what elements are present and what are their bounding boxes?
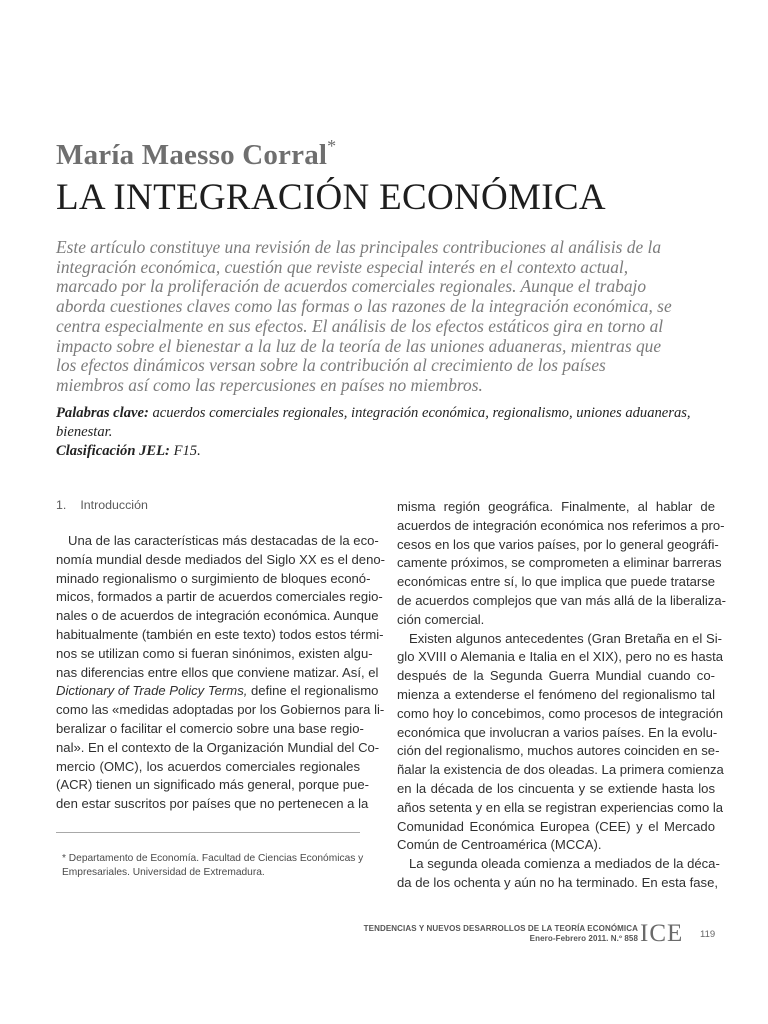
abstract-line: aborda cuestiones claves como las formas o las razones de la integración económica, se xyxy=(56,296,672,317)
body-line: da de los ochenta y aún no ha terminado. En esta fase, xyxy=(397,874,719,890)
article-title: LA INTEGRACIÓN ECONÓMICA xyxy=(56,177,606,218)
body-line: mercio (OMC), los acuerdos comerciales regionales xyxy=(56,758,360,774)
body-line: (ACR) tienen un significado más general, porque pue- xyxy=(56,777,369,793)
abstract-line: integración económica, cuestión que reviste especial interés en el contexto actual, xyxy=(56,256,629,277)
section-title: Introducción xyxy=(80,498,148,512)
page-number: 119 xyxy=(700,929,716,940)
footnote-line: Empresariales. Universidad de Extremadura. xyxy=(62,867,265,878)
journal-footer xyxy=(364,924,638,944)
keywords-text: acuerdos comerciales regionales, integración económica, regionalismo, uniones aduaneras, xyxy=(148,405,691,421)
body-line: Dictionary of Trade Policy Terms, define el regionalismo xyxy=(56,683,379,699)
body-line: ción del regionalismo, muchos autores coinciden en se- xyxy=(397,743,720,759)
body-line: nos se utilizan como si fueran sinónimos, existen algu- xyxy=(56,645,373,661)
keywords-text-cont: bienestar. xyxy=(56,423,113,440)
abstract-line: Este artículo constituye una revisión de las principales contribuciones al análisis de la xyxy=(56,237,662,257)
abstract-line: los efectos dinámicos versan sobre la contribución al crecimiento de los países xyxy=(56,355,606,376)
footnote-divider xyxy=(56,832,360,833)
keywords-label: Palabras clave: xyxy=(56,405,149,421)
body-line: ñalar la existencia de dos oleadas. La primera comienza xyxy=(397,762,724,778)
section-number: 1. xyxy=(56,498,67,512)
body-line: como las «medidas adoptadas por los Gobiernos para li- xyxy=(56,702,385,718)
body-line: años setenta y en ella se registran experiencias como la xyxy=(397,799,724,815)
author-name: María Maesso Corral* xyxy=(56,136,337,171)
body-line: nas diferencias entre ellos que conviene matizar. Así, el xyxy=(56,664,379,680)
right-column xyxy=(397,498,726,893)
body-line: misma región geográfica. Finalmente, al hablar de xyxy=(397,499,715,514)
body-line: económica que involucran a varios países. En la evolu- xyxy=(397,724,718,740)
journal-issue: Enero-Febrero 2011. N.º 858 xyxy=(529,934,638,943)
body-line: después de la Segunda Guerra Mundial cuando co- xyxy=(397,668,715,684)
footnote-line: * Departamento de Economía. Facultad de Ciencias Económicas y xyxy=(62,853,364,864)
dictionary-title: Dictionary of Trade Policy Terms, xyxy=(56,683,248,699)
body-line: Común de Centroamérica (MCCA). xyxy=(397,837,602,853)
body-line: Comunidad Económica Europea (CEE) y el Mercado xyxy=(397,818,715,834)
body-line: económicas entre sí, lo que implica que puede tratarse xyxy=(397,574,716,590)
jel-label: Clasificación JEL: xyxy=(56,442,170,459)
body-line: nal». En el contexto de la Organización Mundial del Co- xyxy=(56,739,380,755)
body-line: glo XVIII o Alemania e Italia en el XIX), pero no es hasta xyxy=(397,649,724,665)
body-line: den estar suscritos por países que no pertenecen a la xyxy=(56,796,369,812)
body-line: mienza a extenderse el fenómeno del regionalismo tal xyxy=(397,686,715,702)
body-line: nales o de acuerdos de integración económica. Aunque xyxy=(56,608,379,624)
abstract-line: marcado por la proliferación de acuerdos comerciales regionales. Aunque el trabajo xyxy=(56,276,647,297)
body-line: micos, formados a partir de acuerdos comerciales regio- xyxy=(56,589,383,605)
body-line: como hoy lo concebimos, como procesos de integración xyxy=(397,705,724,721)
footnote xyxy=(62,852,366,880)
body-line: camente próximos, se comprometen a eliminar barreras xyxy=(397,555,722,571)
body-line: cesos en los que varios países, por lo general geográfi- xyxy=(397,536,719,552)
body-line: habitualmente (también en este texto) todos estos térmi- xyxy=(56,626,384,642)
journal-logo: ICE xyxy=(640,920,684,947)
abstract-line: centra especialmente en sus efectos. El análisis de los efectos estáticos gira en torno al xyxy=(56,315,664,336)
body-line: beralizar o facilitar el comercio sobre una base regio- xyxy=(56,720,364,736)
author-footnote-mark: * xyxy=(327,136,337,156)
body-line: La segunda oleada comienza a mediados de la déca- xyxy=(409,856,720,872)
body-line: minado regionalismo o surgimiento de bloques econó- xyxy=(56,570,371,586)
left-column xyxy=(56,532,385,814)
body-line: en la década de los cincuenta y se extiende hasta los xyxy=(397,780,715,796)
body-line: de acuerdos complejos que van más allá de la liberaliza- xyxy=(397,592,726,608)
body-line: ción comercial. xyxy=(397,611,485,627)
abstract-line: miembros así como las repercusiones en países no miembros. xyxy=(56,374,483,395)
keywords-block xyxy=(56,404,726,460)
body-line: Existen algunos antecedentes (Gran Bretaña en el Si- xyxy=(409,630,722,646)
journal-name: TENDENCIAS Y NUEVOS DESARROLLOS DE LA TEORÍA ECONÓMICA xyxy=(363,924,638,933)
body-line: nomía mundial desde mediados del Siglo XX es el deno- xyxy=(56,551,385,567)
abstract xyxy=(56,238,716,396)
abstract-line: impacto sobre el bienestar a la luz de la teoría de las uniones aduaneras, mientras que xyxy=(56,335,662,356)
jel-value: F15. xyxy=(169,442,201,459)
section-heading xyxy=(56,498,148,512)
body-line: Una de las características más destacadas de la eco- xyxy=(68,533,379,548)
body-line: acuerdos de integración económica nos referimos a pro- xyxy=(397,517,725,533)
